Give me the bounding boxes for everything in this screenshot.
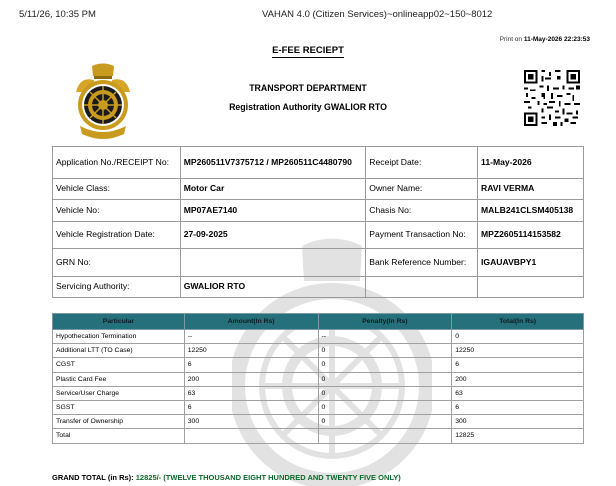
browser-print-header (19, 9, 597, 23)
fee-amount: 6 (184, 400, 318, 414)
fee-row (53, 344, 584, 358)
fee-amount (184, 429, 318, 443)
fee-header-row (53, 314, 584, 330)
vehicle-class-value: Motor Car (180, 179, 366, 200)
fee-amount: 12250 (184, 344, 318, 358)
department-name: TRANSPORT DEPARTMENT (249, 83, 367, 93)
servicing-authority-value: GWALIOR RTO (180, 277, 366, 298)
grand-total-label: GRAND TOTAL (in Rs): (52, 473, 134, 482)
fee-penalty: 0 (318, 386, 452, 400)
application-no-label: Application No./RECEIPT No: (53, 147, 181, 179)
details-row (53, 200, 584, 222)
fee-amount: -- (184, 330, 318, 344)
fee-particular: Hypothecation Termination (53, 330, 185, 344)
details-row (53, 249, 584, 277)
registration-date-label: Vehicle Registration Date: (53, 222, 181, 249)
vehicle-no-label: Vehicle No: (53, 200, 181, 222)
fee-total: 12825 (452, 429, 584, 443)
fee-total: 12250 (452, 344, 584, 358)
fee-row (53, 386, 584, 400)
fee-penalty: 0 (318, 372, 452, 386)
grand-total-value: 12825/- (TWELVE THOUSAND EIGHT HUNDRED AND TWENTY FIVE ONLY) (135, 473, 401, 482)
fee-particular: SGST (53, 400, 185, 414)
receipt-date-value: 11-May-2026 (478, 147, 584, 179)
application-no-value: MP260511V7375712 / MP260511C4480790 (180, 147, 366, 179)
fee-particular: Transfer of Ownership (53, 415, 185, 429)
vehicle-no-value: MP07AE7140 (180, 200, 366, 222)
fee-penalty: 0 (318, 400, 452, 414)
print-on-value: 11-May-2026 22:23:53 (523, 36, 590, 43)
fee-penalty: 0 (318, 415, 452, 429)
grn-no-value (180, 249, 366, 277)
fee-particular: Additional LTT (TO Case) (53, 344, 185, 358)
fee-row (53, 358, 584, 372)
fee-penalty: -- (318, 330, 452, 344)
details-row (53, 222, 584, 249)
fee-total: 63 (452, 386, 584, 400)
print-on-label: Print on (499, 36, 523, 43)
fee-row (53, 372, 584, 386)
fee-amount: 300 (184, 415, 318, 429)
fee-row (53, 415, 584, 429)
fee-row (53, 400, 584, 414)
owner-name-value: RAVI VERMA (478, 179, 584, 200)
empty-cell (478, 277, 584, 298)
empty-cell (366, 277, 478, 298)
bank-reference-value: IGAUAVBPY1 (478, 249, 584, 277)
registration-date-value: 27-09-2025 (180, 222, 366, 249)
details-row (53, 277, 584, 298)
servicing-authority-label: Servicing Authority: (53, 277, 181, 298)
fee-amount: 6 (184, 358, 318, 372)
fee-particular: Total (53, 429, 185, 443)
vehicle-class-label: Vehicle Class: (53, 179, 181, 200)
registration-authority: Registration Authority GWALIOR RTO (229, 102, 387, 112)
header-particular: Particular (53, 314, 185, 330)
fee-amount: 63 (184, 386, 318, 400)
chasis-no-label: Chasis No: (366, 200, 478, 222)
qr-code-icon (524, 70, 580, 126)
receipt-date-label: Receipt Date: (366, 147, 478, 179)
fee-total: 200 (452, 372, 584, 386)
print-on-stamp (500, 36, 590, 43)
details-row (53, 179, 584, 200)
fee-row (53, 330, 584, 344)
receipt-details-table (52, 146, 584, 298)
fee-penalty: 0 (318, 344, 452, 358)
payment-transaction-label: Payment Transaction No: (366, 222, 478, 249)
fee-particular: CGST (53, 358, 185, 372)
print-datetime: 5/11/26, 10:35 PM (19, 9, 96, 20)
fee-total: 6 (452, 358, 584, 372)
fee-total: 300 (452, 415, 584, 429)
fee-total: 6 (452, 400, 584, 414)
fee-total: 0 (452, 330, 584, 344)
grn-no-label: GRN No: (53, 249, 181, 277)
grand-total (52, 473, 401, 482)
bank-reference-label: Bank Reference Number: (366, 249, 478, 277)
owner-name-label: Owner Name: (366, 179, 478, 200)
fee-total-row (53, 429, 584, 443)
browser-page-title: VAHAN 4.0 (Citizen Services)~onlineapp02~150~8012 (262, 9, 493, 20)
fee-breakdown-table (52, 313, 584, 444)
fee-amount: 200 (184, 372, 318, 386)
header-amount: Amount(In Rs) (184, 314, 318, 330)
header-penalty: Penalty(In Rs) (318, 314, 452, 330)
fee-particular: Plastic Card Fee (53, 372, 185, 386)
payment-transaction-value: MPZ2605114153582 (478, 222, 584, 249)
fee-penalty: 0 (318, 358, 452, 372)
chasis-no-value: MALB241CLSM405138 (478, 200, 584, 222)
header-total: Total(In Rs) (452, 314, 584, 330)
receipt-title-text: E-FEE RECIEPT (272, 45, 344, 56)
details-row (53, 147, 584, 179)
fee-penalty (318, 429, 452, 443)
receipt-title (0, 45, 616, 56)
fee-particular: Service/User Charge (53, 386, 185, 400)
